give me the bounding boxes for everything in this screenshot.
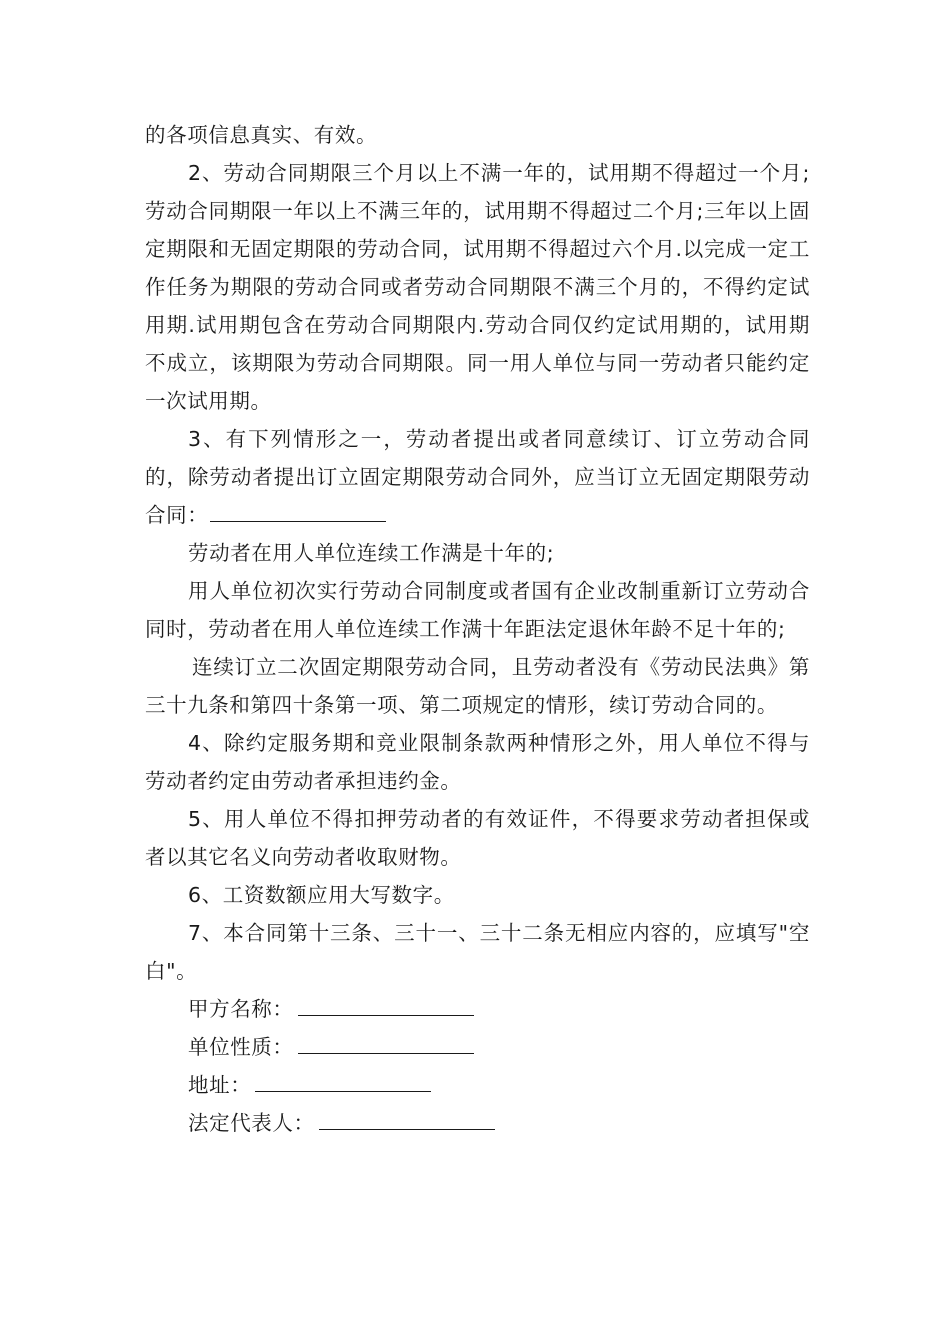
paragraph-4: 劳动者在用人单位连续工作满是十年的;	[188, 541, 555, 565]
fill-in-blank	[298, 995, 474, 1016]
paragraph-9: 6、工资数额应用大写数字。	[188, 883, 455, 907]
paragraph-5: 用人单位初次实行劳动合同制度或者国有企业改制重新订立劳动合同时，劳动者在用人单位连续工作满十年距法定退休年龄不足十年的;	[145, 579, 810, 641]
field-party-a-name	[145, 990, 810, 1028]
paragraph-10: 7、本合同第十三条、三十一、三十二条无相应内容的，应填写"空白"。	[145, 921, 810, 983]
field-label: 地址：	[188, 1073, 252, 1097]
paragraph-1: 的各项信息真实、有效。	[145, 123, 378, 147]
paragraph-7: 4、除约定服务期和竞业限制条款两种情形之外，用人单位不得与劳动者约定由劳动者承担违约金。	[145, 731, 810, 793]
field-label: 法定代表人：	[188, 1111, 315, 1135]
field-legal-representative	[145, 1104, 810, 1142]
paragraph-3	[145, 420, 810, 534]
field-unit-nature	[145, 1028, 810, 1066]
fill-in-blank	[210, 501, 386, 522]
fill-in-blank	[255, 1071, 431, 1092]
paragraph-6: 连续订立二次固定期限劳动合同，且劳动者没有《劳动民法典》第三十九条和第四十条第一项、第二项规定的情形，续订劳动合同的。	[145, 655, 810, 717]
field-address	[145, 1066, 810, 1104]
fill-in-blank	[298, 1033, 474, 1054]
paragraph-2: 2、劳动合同期限三个月以上不满一年的，试用期不得超过一个月;劳动合同期限一年以上不满三年的，试用期不得超过二个月;三年以上固定期限和无固定期限的劳动合同，试用期不得超过六个月.以完成一定工作任务为期限的劳动合同或者劳动合同期限不满三个月的，不得约定试用期.试用期包含在劳动合同期限内.劳动合同仅约定试用期的，试用期不成立，该期限为劳动合同期限。同一用人单位与同一劳动者只能约定一次试用期。	[145, 161, 810, 413]
field-label: 单位性质：	[188, 1035, 294, 1059]
fill-in-blank	[319, 1109, 495, 1130]
paragraph-3-text: 3、有下列情形之一，劳动者提出或者同意续订、订立劳动合同的，除劳动者提出订立固定期限劳动合同外，应当订立无固定期限劳动合同：	[145, 427, 810, 527]
paragraph-8: 5、用人单位不得扣押劳动者的有效证件，不得要求劳动者担保或者以其它名义向劳动者收取财物。	[145, 807, 810, 869]
document-body	[145, 116, 810, 1142]
field-label: 甲方名称：	[188, 997, 294, 1021]
